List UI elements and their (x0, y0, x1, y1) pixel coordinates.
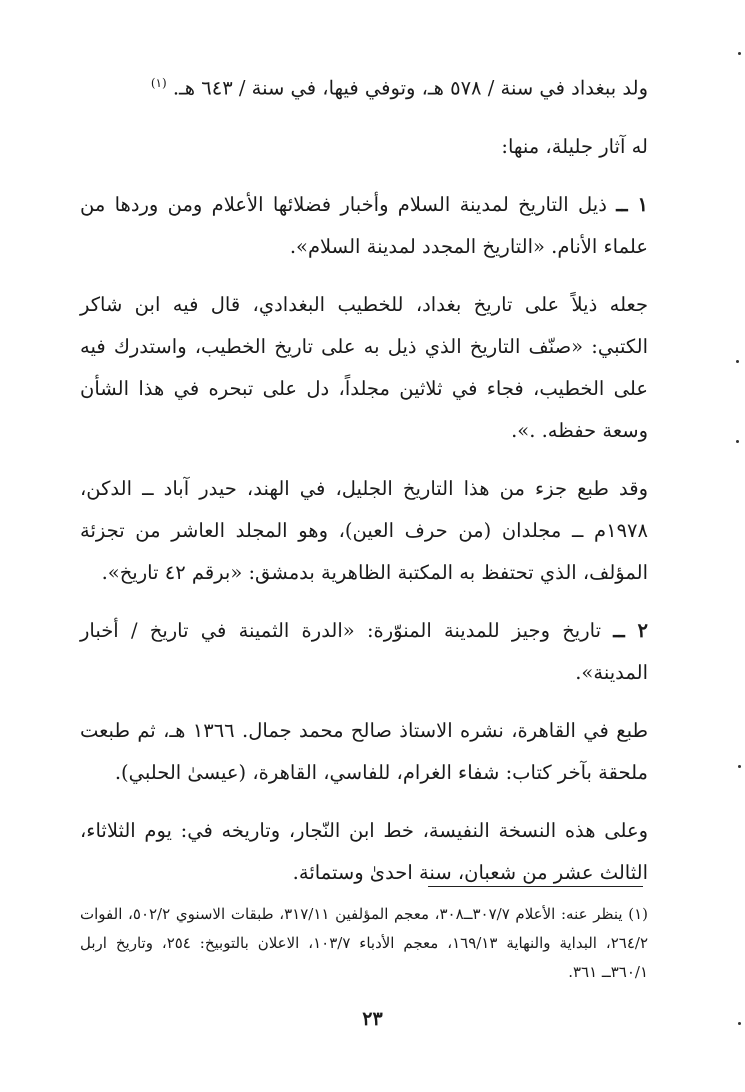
footnote (80, 900, 648, 987)
paragraph-work-2 (80, 610, 648, 694)
scan-mark (738, 765, 741, 768)
work-1-number: ١ ــ (616, 192, 649, 216)
page-number: ٢٣ (362, 1008, 383, 1030)
paragraph-manuscript-note: وعلى هذه النسخة النفيسة، خط ابن النّجار، وتاريخه في: يوم الثلاثاء، الثالث عشر من شعبان، سنة احدىٰ وستمائة. (80, 818, 648, 884)
paragraph-work-1 (80, 184, 648, 268)
work-2-title: تاريخ وجيز للمدينة المنوّرة: «الدرة الثمينة في تاريخ / أخبار المدينة». (80, 618, 648, 684)
main-text (80, 62, 648, 910)
paragraph-work-1-printing: وقد طبع جزء من هذا التاريخ الجليل، في الهند، حيدر آباد ــ الدكن، ١٩٧٨م ــ مجلدان (من حرف العين)، وهو المجلد العاشر من تجزئة المؤلف، الذي تحتفظ به المكتبة الظاهرية بدمشق: «برقم ٤٢ تاريخ». (80, 476, 648, 584)
scan-mark (738, 1022, 741, 1025)
paragraph-work-1-description: جعله ذيلاً على تاريخ بغداد، للخطيب البغدادي، قال فيه ابن شاكر الكتبي: «صنّف التاريخ الذي ذيل به على تاريخ الخطيب، واستدرك فيه على الخطيب، فجاء في ثلاثين مجلداً، دل على تبحره في هذا الشأن وسعة حفظه. .». (80, 292, 648, 442)
paragraph-works-intro: له آثار جليلة، منها: (501, 134, 648, 158)
work-2-number: ٢ ــ (613, 618, 648, 642)
scan-mark (736, 440, 739, 443)
footnote-marker: (١) (628, 905, 649, 923)
paragraph-birth-death (80, 62, 648, 110)
footnote-divider (428, 886, 643, 887)
birth-death-text: ولد ببغداد في سنة / ٥٧٨ هـ، وتوفي فيها، في سنة / ٦٤٣ هـ. (172, 76, 648, 100)
footnote-reference: (١) (150, 76, 167, 90)
work-1-title: ذيل التاريخ لمدينة السلام وأخبار فضلائها الأعلام ومن وردها من علماء الأنام. «التاريخ المجدد لمدينة السلام». (80, 192, 648, 258)
scan-mark (736, 360, 739, 363)
footnote-text: ينظر عنه: الأعلام ٣٠٧/٧ــ٣٠٨، معجم المؤلفين ٣١٧/١١، طبقات الاسنوي ٥٠٢/٢، الفوات ٢٦٤/٢، البداية والنهاية ١٦٩/١٣، معجم الأدباء ١٠٣/٧، الاعلان بالتوبيخ: ٢٥٤، وتاريخ اربل ٣٦٠/١ــ ٣٦١. (80, 905, 648, 981)
scan-mark (738, 52, 741, 55)
paragraph-work-2-printing: طبع في القاهرة، نشره الاستاذ صالح محمد جمال. ١٣٦٦ هـ، ثم طبعت ملحقة بآخر كتاب: شفاء الغرام، للفاسي، القاهرة، (عيسىٰ الحلبي). (80, 718, 649, 784)
